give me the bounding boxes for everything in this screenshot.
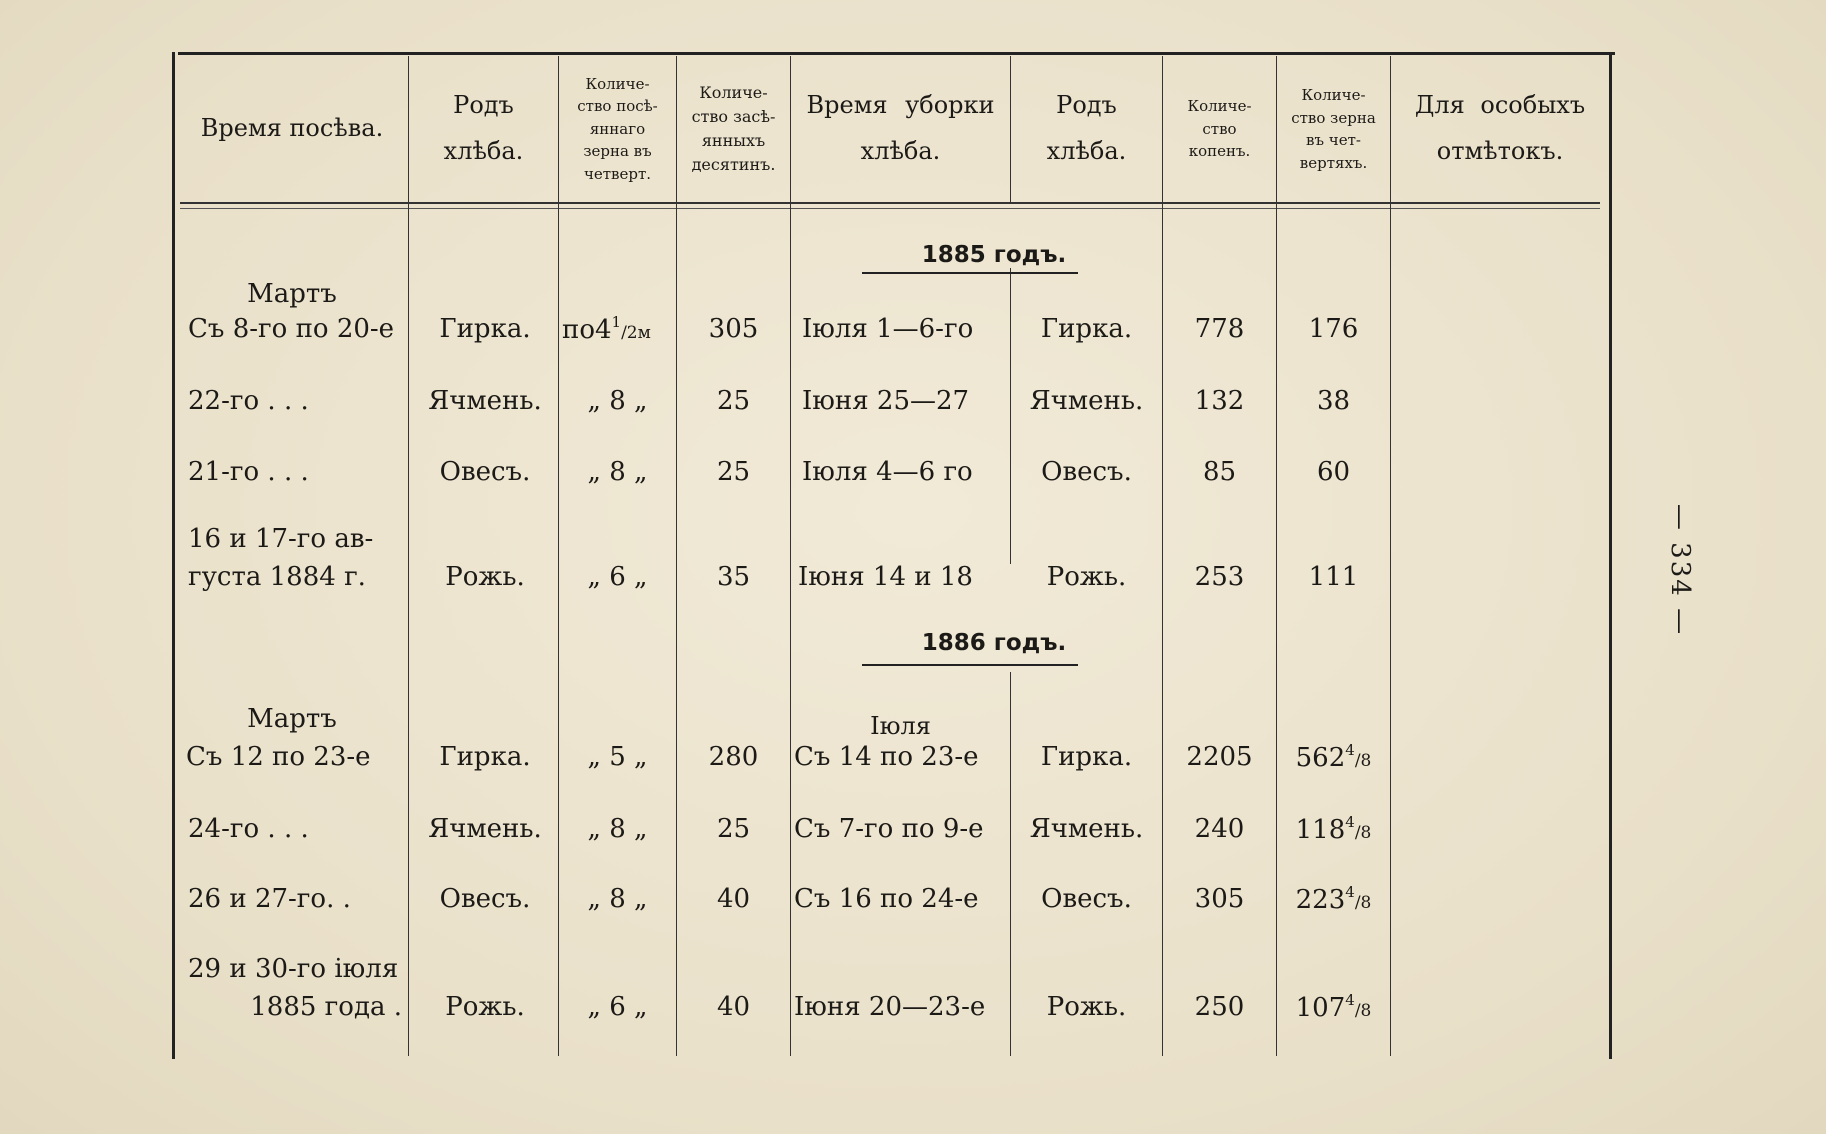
area-value: 25 bbox=[716, 814, 751, 844]
grain-value: $118^4/8$ bbox=[1295, 813, 1372, 845]
sowing-date: 22-го . . . bbox=[188, 386, 309, 416]
year-heading: 1885 годъ. bbox=[921, 242, 1067, 268]
harvest-date: Iюня 25—27 bbox=[802, 386, 970, 416]
seed-quantity: $по4^1/2м$ bbox=[562, 313, 651, 345]
crop-type-harvested: Рожь. bbox=[1046, 992, 1127, 1022]
area-value: 35 bbox=[716, 562, 751, 592]
year-underline bbox=[862, 664, 1078, 666]
seed-quantity: „ 8 „ bbox=[587, 457, 648, 487]
sowing-date: 1885 года . bbox=[250, 992, 402, 1022]
sheaves-value: 2205 bbox=[1186, 742, 1253, 772]
harvest-date: Съ 14 по 23-е bbox=[794, 742, 979, 772]
header-grain: Количе- ство зерна въ чет- вертяхъ. bbox=[1291, 86, 1376, 172]
page-number: — 334 — bbox=[1665, 503, 1695, 637]
sowing-date: Съ 12 по 23-е bbox=[186, 742, 371, 772]
area-value: 40 bbox=[716, 884, 751, 914]
sheaves-value: 778 bbox=[1194, 314, 1245, 344]
seed-quantity: „ 5 „ bbox=[587, 742, 648, 772]
crop-type: Гирка. bbox=[439, 742, 531, 772]
header-sheaves: Количе- ство копенъ. bbox=[1187, 97, 1252, 161]
sowing-date-top: 16 и 17-го ав- bbox=[188, 524, 374, 554]
area-value: 305 bbox=[708, 314, 759, 344]
harvest-date: Iюня 20—23-е bbox=[794, 992, 986, 1022]
sheaves-value: 305 bbox=[1194, 884, 1245, 914]
sowing-date: Съ 8-го по 20-е bbox=[188, 314, 395, 344]
harvest-date: Iюня 14 и 18 bbox=[798, 562, 973, 592]
grain-value: $107^4/8$ bbox=[1295, 991, 1372, 1023]
area-value: 25 bbox=[716, 457, 751, 487]
header-sowing-time: Время посѣва. bbox=[200, 114, 384, 143]
header-area: Количе- ство засѣ- янныхъ десятинъ. bbox=[691, 83, 776, 174]
col-divider bbox=[790, 56, 791, 1056]
area-value: 280 bbox=[708, 742, 759, 772]
sowing-month: Мартъ bbox=[247, 279, 337, 309]
harvest-date: Iюля 1—6-го bbox=[802, 314, 974, 344]
sheaves-value: 253 bbox=[1194, 562, 1245, 592]
crop-type: Гирка. bbox=[439, 314, 531, 344]
header-notes: Для особыхъ отмѣтокъ. bbox=[1414, 91, 1586, 165]
grain-value: 60 bbox=[1316, 457, 1351, 487]
sowing-date: 26 и 27-го. . bbox=[188, 884, 351, 914]
harvest-month: Iюля bbox=[870, 712, 931, 740]
grain-value: $223^4/8$ bbox=[1295, 883, 1372, 915]
header-rule-thin bbox=[180, 208, 1600, 209]
year-heading: 1886 годъ. bbox=[921, 630, 1067, 656]
sheaves-value: 240 bbox=[1194, 814, 1245, 844]
sowing-month: Мартъ bbox=[247, 704, 337, 734]
seed-quantity: „ 6 „ bbox=[587, 562, 648, 592]
table-frame bbox=[172, 52, 1612, 1059]
harvest-date: Съ 16 по 24-е bbox=[794, 884, 979, 914]
header-seed-quantity: Количе- ство посѣ- яннаго зерна въ четверт. bbox=[577, 74, 658, 183]
seed-quantity: „ 6 „ bbox=[587, 992, 648, 1022]
col-divider bbox=[408, 56, 409, 1056]
seed-quantity: „ 8 „ bbox=[587, 814, 648, 844]
sowing-date: густа 1884 г. bbox=[188, 562, 366, 592]
crop-type: Рожь. bbox=[445, 992, 525, 1022]
crop-type: Ячмень. bbox=[428, 386, 542, 416]
header-crop-type: Родъ хлѣба. bbox=[443, 91, 524, 165]
col-divider bbox=[1390, 56, 1391, 1056]
harvest-date: Iюля 4—6 го bbox=[802, 457, 973, 487]
crop-type-harvested: Гирка. bbox=[1040, 314, 1133, 344]
crop-type: Овесъ. bbox=[439, 884, 531, 914]
sowing-date-top: 29 и 30-го iюля bbox=[188, 954, 399, 984]
right-rule bbox=[1609, 52, 1612, 1059]
sheaves-value: 85 bbox=[1202, 457, 1237, 487]
header-harvest-time: Время уборки хлѣба. bbox=[806, 91, 995, 165]
crop-type-harvested: Овесъ. bbox=[1041, 884, 1132, 914]
area-value: 40 bbox=[716, 992, 751, 1022]
sowing-date: 24-го . . . bbox=[188, 814, 309, 844]
crop-type: Ячмень. bbox=[428, 814, 542, 844]
grain-value: 111 bbox=[1308, 562, 1359, 592]
crop-type-harvested: Ячмень. bbox=[1029, 386, 1144, 416]
grain-value: $562^4/8$ bbox=[1295, 741, 1372, 773]
crop-type-harvested: Гирка. bbox=[1040, 742, 1133, 772]
header-crop-type-2: Родъ хлѣба. bbox=[1046, 91, 1127, 165]
sowing-date: 21-го . . . bbox=[188, 457, 309, 487]
seed-quantity: „ 8 „ bbox=[587, 884, 648, 914]
left-rule bbox=[172, 52, 175, 1059]
crop-type-harvested: Рожь. bbox=[1046, 562, 1127, 592]
header-rule bbox=[180, 202, 1600, 204]
crop-type: Овесъ. bbox=[439, 457, 531, 487]
crop-type: Рожь. bbox=[445, 562, 525, 592]
crop-type-harvested: Овесъ. bbox=[1041, 457, 1132, 487]
harvest-date: Съ 7-го по 9-е bbox=[794, 814, 984, 844]
sheaves-value: 250 bbox=[1194, 992, 1245, 1022]
year-underline bbox=[862, 272, 1078, 274]
area-value: 25 bbox=[716, 386, 751, 416]
crop-type-harvested: Ячмень. bbox=[1029, 814, 1144, 844]
grain-value: 176 bbox=[1308, 314, 1359, 344]
top-rule bbox=[178, 52, 1615, 55]
grain-value: 38 bbox=[1316, 386, 1351, 416]
seed-quantity: „ 8 „ bbox=[587, 386, 648, 416]
sheaves-value: 132 bbox=[1194, 386, 1245, 416]
